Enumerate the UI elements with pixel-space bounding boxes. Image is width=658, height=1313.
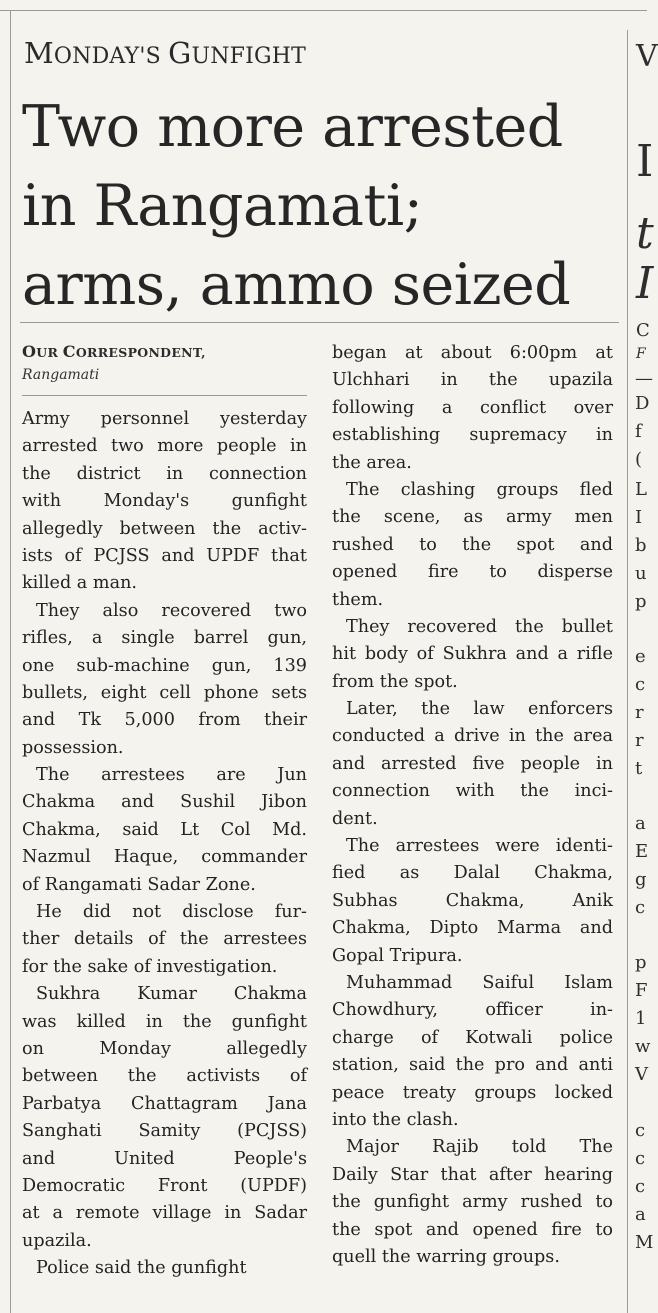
text-line: the scene, as army men <box>332 507 613 528</box>
top-rule <box>0 10 647 11</box>
adjacent-text-fragment: w <box>635 1036 651 1057</box>
text-line: and Tk 5,000 from their <box>22 710 307 731</box>
text-line: They recovered the bullet <box>346 616 613 637</box>
adjacent-text-fragment: V <box>635 1064 648 1085</box>
adjacent-text-fragment: 1 <box>635 1008 647 1029</box>
adjacent-text-fragment: D <box>635 393 650 414</box>
text-line: charge of Kotwali police <box>332 1027 613 1048</box>
text-line: from the spot. <box>332 671 458 692</box>
adjacent-text-fragment: e <box>635 646 646 667</box>
text-line: Sukhra Kumar Chakma <box>36 984 307 1005</box>
adjacent-headline-fragment: I <box>636 136 654 187</box>
text-line: establishing supremacy in <box>332 425 613 446</box>
text-line: conducted a drive in the area <box>332 726 613 747</box>
text-line: with Monday's gunfight <box>22 491 307 512</box>
adjacent-text-fragment: F <box>635 980 648 1001</box>
text-line: was killed in the gunfight <box>22 1011 307 1032</box>
text-line: upazila. <box>22 1230 92 1251</box>
text-line: The arrestees were identi- <box>346 836 613 857</box>
text-line: quell the warring groups. <box>332 1246 560 1267</box>
text-line: ists of PCJSS and UPDF that <box>22 545 307 566</box>
text-line: Chowdhury, officer in- <box>332 1000 613 1021</box>
text-line: began at about 6:00pm at <box>332 343 613 363</box>
adjacent-text-fragment: ( <box>635 449 643 470</box>
adjacent-text-fragment: I <box>635 507 643 528</box>
text-line: possession. <box>22 737 124 758</box>
headline <box>22 88 570 325</box>
text-line: Chakma, Dipto Marma and <box>332 918 613 939</box>
right-column-rule <box>627 30 628 1313</box>
adjacent-text-fragment: c <box>635 674 646 695</box>
adjacent-headline-fragment: V <box>636 39 658 74</box>
text-line: opened fire to disperse <box>332 562 613 583</box>
text-line: Subhas Chakma, Anik <box>332 890 613 911</box>
text-line: allegedly between the activ- <box>22 518 307 539</box>
text-line: Muhammad Saiful Islam <box>346 972 613 993</box>
adjacent-text-fragment: E <box>635 841 649 862</box>
text-line: Major Rajib told The <box>346 1137 613 1158</box>
article-column-2 <box>332 340 613 1271</box>
text-line: arrested two more people in <box>22 436 307 457</box>
text-line: hit body of Sukhra and a rifle <box>332 644 613 665</box>
text-line: at a remote village in Sadar <box>22 1203 307 1224</box>
text-line: station, said the pro and anti <box>332 1055 613 1076</box>
adjacent-text-fragment: c <box>635 1176 646 1197</box>
text-line: between the activists of <box>22 1066 307 1087</box>
adjacent-text-fragment: c <box>635 897 646 918</box>
headline-line: Two more arrested <box>22 94 563 160</box>
adjacent-text-fragment: g <box>635 869 647 890</box>
text-line: Nazmul Haque, commander <box>22 847 307 868</box>
text-line: The clashing groups fled <box>346 479 613 500</box>
adjacent-headline-fragment: F <box>636 346 646 362</box>
text-line: They also recovered two <box>36 600 307 621</box>
text-line: Army personnel yesterday <box>22 409 307 429</box>
adjacent-text-fragment: p <box>635 591 647 612</box>
text-line: of Rangamati Sadar Zone. <box>22 874 256 895</box>
adjacent-headline-fragment: t <box>636 208 654 259</box>
article-column-1 <box>22 406 307 1283</box>
adjacent-text-fragment: u <box>635 563 647 584</box>
text-line: The arrestees are Jun <box>36 765 307 786</box>
adjacent-text-fragment: b <box>635 535 647 556</box>
adjacent-text-fragment: p <box>635 952 647 973</box>
text-line: Sanghati Samity (PCJSS) <box>22 1121 307 1142</box>
text-line: the gunfight army rushed to <box>332 1192 613 1213</box>
text-line: the area. <box>332 452 412 473</box>
text-line: Later, the law enforcers <box>346 699 613 720</box>
adjacent-text-fragment: — <box>635 368 653 389</box>
text-line: one sub-machine gun, 139 <box>22 655 307 676</box>
text-line: them. <box>332 589 384 610</box>
text-line: and arrested five people in <box>332 753 613 774</box>
headline-rule <box>20 322 619 323</box>
text-line: Chakma and Sushil Jibon <box>22 792 307 813</box>
adjacent-text-fragment: c <box>635 1148 646 1169</box>
text-line: Police said the gunfight <box>36 1258 247 1279</box>
adjacent-text-fragment: t <box>635 758 643 779</box>
text-line: fied as Dalal Chakma, <box>332 863 613 884</box>
text-line: Democratic Front (UPDF) <box>22 1175 307 1196</box>
adjacent-text-fragment: M <box>635 1232 654 1253</box>
text-line: the district in connection <box>22 463 307 484</box>
text-line: into the clash. <box>332 1109 459 1130</box>
text-line: on Monday allegedly <box>22 1038 307 1059</box>
text-line: peace treaty groups locked <box>332 1082 613 1103</box>
byline-rule <box>22 395 307 396</box>
text-line: killed a man. <box>22 573 137 594</box>
text-line: bullets, eight cell phone sets <box>22 682 307 703</box>
adjacent-text-fragment: a <box>635 1204 646 1225</box>
adjacent-headline-fragment: C <box>636 320 650 341</box>
text-line: Parbatya Chattagram Jana <box>22 1093 307 1114</box>
adjacent-text-fragment: c <box>635 1120 646 1141</box>
text-line: for the sake of investigation. <box>22 956 278 977</box>
text-line: dent. <box>332 808 378 829</box>
adjacent-text-fragment: r <box>635 730 644 751</box>
text-line: rifles, a single barrel gun, <box>22 628 307 649</box>
headline-line: in Rangamati; <box>22 173 423 239</box>
adjacent-text-fragment: f <box>635 421 642 442</box>
text-line: Ulchhari in the upazila <box>332 370 613 391</box>
adjacent-headline-fragment: I <box>636 258 654 309</box>
text-line: Daily Star that after hearing <box>332 1164 613 1185</box>
text-line: He did not disclose fur- <box>36 902 307 923</box>
text-line: connection with the inci- <box>332 781 613 802</box>
adjacent-text-fragment: L <box>635 479 647 500</box>
text-line: Gopal Tripura. <box>332 945 463 966</box>
adjacent-text-fragment: r <box>635 702 644 723</box>
text-line: the spot and opened fire to <box>332 1219 613 1240</box>
text-line: Chakma, said Lt Col Md. <box>22 819 307 840</box>
adjacent-text-fragment: a <box>635 813 646 834</box>
headline-line: arms, ammo seized <box>22 252 571 318</box>
text-line: ther details of the arrestees <box>22 929 307 950</box>
byline: OUR CORRESPONDENT, <box>22 342 206 361</box>
text-line: and United People's <box>22 1148 307 1169</box>
left-column-rule <box>10 10 11 1313</box>
text-line: following a conflict over <box>332 397 613 418</box>
dateline: Rangamati <box>22 367 100 383</box>
text-line: rushed to the spot and <box>332 534 613 555</box>
kicker: MONDAY'S GUNFIGHT <box>24 36 307 70</box>
